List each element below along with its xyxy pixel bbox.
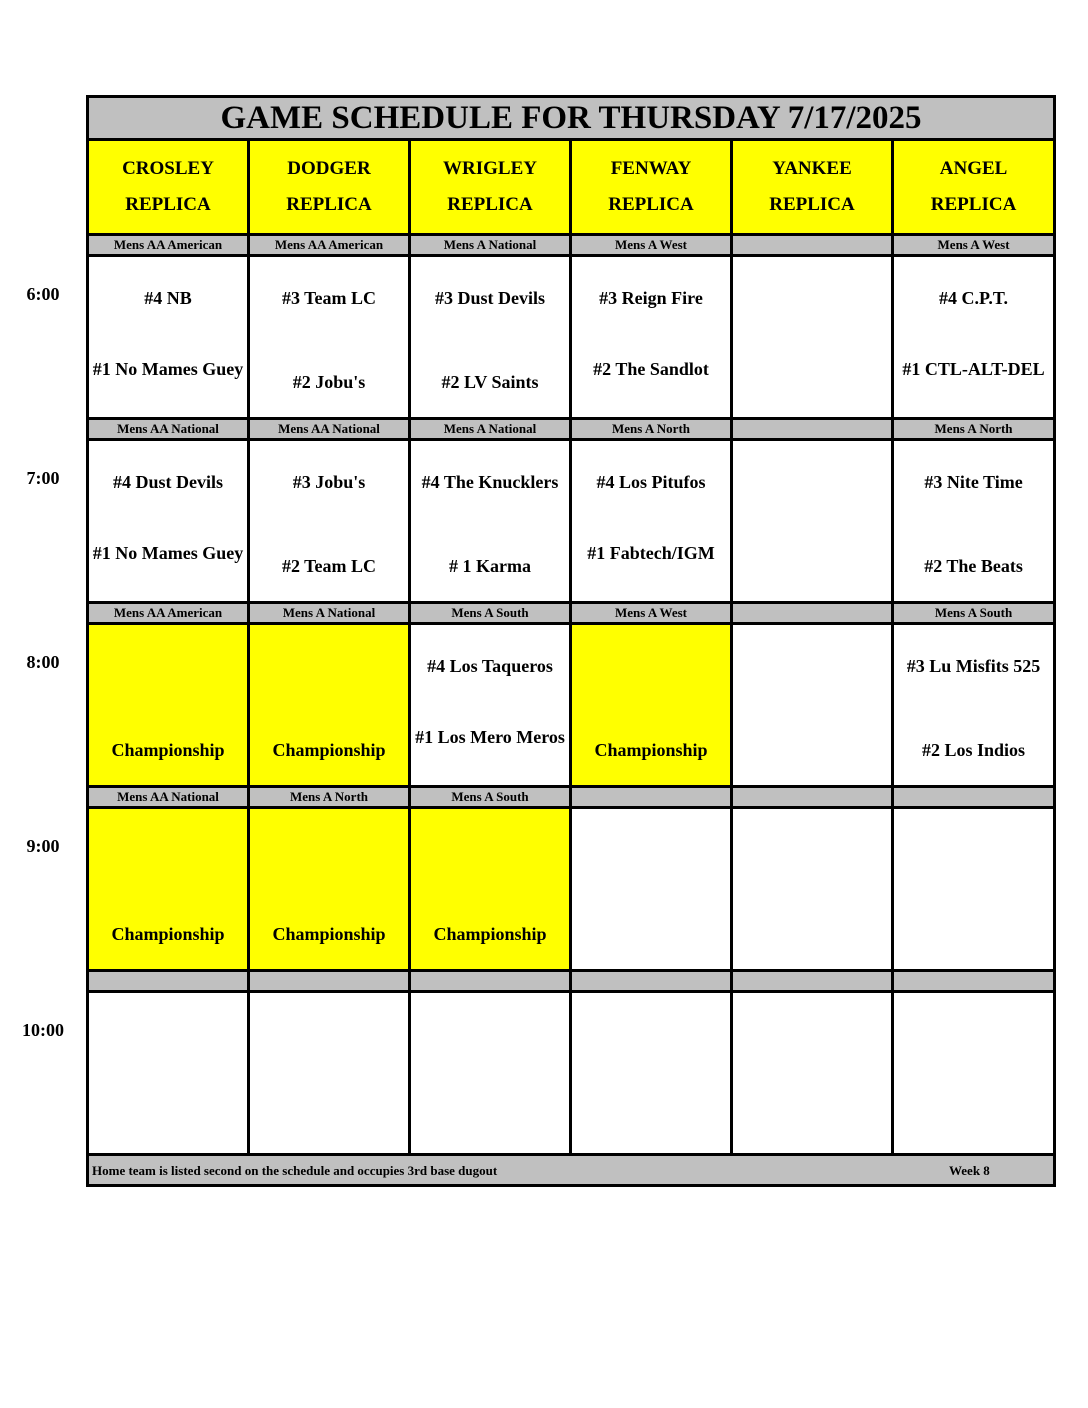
division-label bbox=[571, 971, 732, 992]
game-matchup bbox=[733, 441, 891, 601]
game-matchup bbox=[89, 441, 247, 601]
division-label: Mens A National bbox=[410, 235, 571, 256]
championship-cell bbox=[571, 624, 732, 787]
away-team: #4 Dust Devils bbox=[112, 472, 223, 492]
division-label bbox=[893, 787, 1055, 808]
field-name: CROSLEY bbox=[122, 158, 214, 179]
game-matchup bbox=[894, 809, 1053, 969]
game-cell bbox=[88, 440, 249, 603]
division-label bbox=[571, 787, 732, 808]
division-row bbox=[88, 603, 1055, 624]
field-name: DODGER bbox=[287, 158, 371, 179]
schedule-sheet bbox=[86, 95, 1053, 1187]
game-cell bbox=[893, 624, 1055, 787]
game-matchup bbox=[572, 257, 730, 417]
home-team: #2 The Sandlot bbox=[593, 359, 709, 379]
championship-label: Championship bbox=[272, 740, 386, 760]
field-subtitle: REPLICA bbox=[286, 194, 372, 215]
game-cell bbox=[571, 256, 732, 419]
division-label: Mens A South bbox=[410, 603, 571, 624]
away-team: #4 Los Pitufos bbox=[596, 472, 706, 492]
game-matchup bbox=[250, 809, 408, 969]
field-subtitle: REPLICA bbox=[447, 194, 533, 215]
home-team: #2 LV Saints bbox=[441, 372, 539, 392]
home-team: #1 No Mames Guey bbox=[92, 359, 244, 379]
game-matchup bbox=[733, 809, 891, 969]
game-matchup bbox=[250, 257, 408, 417]
footer-note-cell bbox=[88, 1155, 1055, 1186]
game-cell bbox=[410, 992, 571, 1155]
division-label: Mens A National bbox=[249, 603, 410, 624]
time-label: 9:00 bbox=[26, 836, 60, 856]
game-matchup bbox=[733, 257, 891, 417]
game-matchup bbox=[250, 441, 408, 601]
page-title: GAME SCHEDULE FOR THURSDAY 7/17/2025 bbox=[88, 97, 1055, 140]
away-team: #3 Jobu's bbox=[292, 472, 366, 492]
championship-label: Championship bbox=[433, 924, 547, 944]
division-label: Mens A North bbox=[893, 419, 1055, 440]
game-cell bbox=[732, 808, 893, 971]
game-matchup bbox=[894, 441, 1053, 601]
division-label bbox=[732, 787, 893, 808]
field-header-row bbox=[88, 140, 1055, 235]
game-matchup bbox=[894, 993, 1053, 1153]
game-matchup bbox=[411, 625, 569, 785]
game-matchup bbox=[894, 257, 1053, 417]
footer-row bbox=[88, 1155, 1055, 1186]
game-matchup bbox=[411, 441, 569, 601]
away-team: #3 Lu Misfits 525 bbox=[906, 656, 1041, 676]
week-label: Week 8 bbox=[949, 1163, 990, 1178]
game-matchup bbox=[572, 441, 730, 601]
field-header bbox=[732, 140, 893, 235]
time-label: 8:00 bbox=[26, 652, 60, 672]
field-name: YANKEE bbox=[772, 158, 852, 179]
game-matchup bbox=[733, 993, 891, 1153]
championship-cell bbox=[88, 624, 249, 787]
championship-cell bbox=[88, 808, 249, 971]
division-label: Mens A South bbox=[893, 603, 1055, 624]
home-team: #2 Los Indios bbox=[922, 740, 1026, 760]
game-cell bbox=[88, 256, 249, 419]
division-label bbox=[249, 971, 410, 992]
away-team: #4 C.P.T. bbox=[939, 288, 1009, 308]
game-cell bbox=[732, 440, 893, 603]
field-name: FENWAY bbox=[610, 158, 692, 179]
division-label: Mens AA National bbox=[249, 419, 410, 440]
championship-cell bbox=[249, 808, 410, 971]
game-cell bbox=[249, 440, 410, 603]
time-label: 6:00 bbox=[26, 284, 60, 304]
away-team: #4 NB bbox=[144, 288, 192, 308]
division-label: Mens A North bbox=[249, 787, 410, 808]
field-subtitle: REPLICA bbox=[930, 194, 1017, 215]
field-name: ANGEL bbox=[939, 158, 1008, 179]
division-row bbox=[88, 787, 1055, 808]
schedule-table bbox=[86, 95, 1056, 1187]
division-label: Mens AA American bbox=[88, 235, 249, 256]
home-team: #1 Los Mero Meros bbox=[415, 727, 565, 747]
field-header bbox=[249, 140, 410, 235]
home-team: #2 Jobu's bbox=[292, 372, 366, 392]
game-cell bbox=[893, 256, 1055, 419]
division-label bbox=[893, 971, 1055, 992]
home-team: #2 Team LC bbox=[281, 556, 377, 576]
championship-cell bbox=[410, 808, 571, 971]
championship-label: Championship bbox=[111, 740, 225, 760]
division-label: Mens AA National bbox=[88, 787, 249, 808]
game-matchup bbox=[89, 809, 247, 969]
game-cell bbox=[732, 256, 893, 419]
game-matchup bbox=[89, 257, 247, 417]
field-header bbox=[571, 140, 732, 235]
away-team: #3 Nite Time bbox=[924, 472, 1023, 492]
game-matchup bbox=[572, 993, 730, 1153]
division-label bbox=[732, 419, 893, 440]
away-team: #4 The Knucklers bbox=[421, 472, 559, 492]
championship-label: Championship bbox=[594, 740, 708, 760]
division-label: Mens AA American bbox=[249, 235, 410, 256]
away-team: #3 Reign Fire bbox=[599, 288, 703, 308]
division-row bbox=[88, 235, 1055, 256]
division-label bbox=[410, 971, 571, 992]
game-row bbox=[88, 808, 1055, 971]
game-row bbox=[88, 992, 1055, 1155]
game-cell bbox=[249, 256, 410, 419]
home-team: #1 CTL-ALT-DEL bbox=[902, 359, 1045, 379]
division-label: Mens A West bbox=[571, 235, 732, 256]
field-name: WRIGLEY bbox=[443, 158, 537, 179]
time-label: 10:00 bbox=[22, 1020, 64, 1040]
field-header bbox=[893, 140, 1055, 235]
championship-cell bbox=[249, 624, 410, 787]
division-label: Mens AA American bbox=[88, 603, 249, 624]
field-header bbox=[410, 140, 571, 235]
division-row bbox=[88, 971, 1055, 992]
field-subtitle: REPLICA bbox=[608, 194, 694, 215]
game-matchup bbox=[411, 809, 569, 969]
division-label: Mens AA National bbox=[88, 419, 249, 440]
division-label: Mens A South bbox=[410, 787, 571, 808]
division-label bbox=[732, 235, 893, 256]
game-matchup bbox=[572, 625, 730, 785]
game-cell bbox=[893, 808, 1055, 971]
championship-label: Championship bbox=[111, 924, 225, 944]
division-label: Mens A West bbox=[571, 603, 732, 624]
game-cell bbox=[893, 992, 1055, 1155]
game-cell bbox=[893, 440, 1055, 603]
game-cell bbox=[732, 992, 893, 1155]
game-cell bbox=[571, 992, 732, 1155]
home-team: #1 No Mames Guey bbox=[92, 543, 244, 563]
game-matchup bbox=[250, 625, 408, 785]
game-matchup bbox=[89, 993, 247, 1153]
division-label bbox=[732, 603, 893, 624]
home-team: # 1 Karma bbox=[449, 556, 531, 576]
game-matchup bbox=[89, 625, 247, 785]
game-cell bbox=[571, 440, 732, 603]
game-row bbox=[88, 624, 1055, 787]
game-cell bbox=[410, 624, 571, 787]
game-cell bbox=[571, 808, 732, 971]
game-matchup bbox=[572, 809, 730, 969]
away-team: #4 Los Taqueros bbox=[427, 656, 553, 676]
field-subtitle: REPLICA bbox=[125, 194, 211, 215]
division-label bbox=[88, 971, 249, 992]
game-cell bbox=[88, 992, 249, 1155]
game-cell bbox=[249, 992, 410, 1155]
game-matchup bbox=[894, 625, 1053, 785]
division-label: Mens A North bbox=[571, 419, 732, 440]
division-row bbox=[88, 419, 1055, 440]
division-label bbox=[732, 971, 893, 992]
game-matchup bbox=[733, 625, 891, 785]
field-header bbox=[88, 140, 249, 235]
game-matchup bbox=[250, 993, 408, 1153]
home-team: #1 Fabtech/IGM bbox=[587, 543, 715, 563]
game-matchup bbox=[411, 257, 569, 417]
title-row bbox=[88, 97, 1055, 140]
game-row bbox=[88, 256, 1055, 419]
home-team: #2 The Beats bbox=[924, 556, 1023, 576]
division-label: Mens A National bbox=[410, 419, 571, 440]
game-cell bbox=[410, 256, 571, 419]
away-team: #3 Dust Devils bbox=[434, 288, 545, 308]
division-label: Mens A West bbox=[893, 235, 1055, 256]
time-label: 7:00 bbox=[26, 468, 60, 488]
footer-note: Home team is listed second on the schedule and occupies 3rd base dugout bbox=[92, 1163, 498, 1178]
game-cell bbox=[410, 440, 571, 603]
game-row bbox=[88, 440, 1055, 603]
championship-label: Championship bbox=[272, 924, 386, 944]
game-cell bbox=[732, 624, 893, 787]
away-team: #3 Team LC bbox=[281, 288, 377, 308]
field-subtitle: REPLICA bbox=[769, 194, 855, 215]
game-matchup bbox=[411, 993, 569, 1153]
